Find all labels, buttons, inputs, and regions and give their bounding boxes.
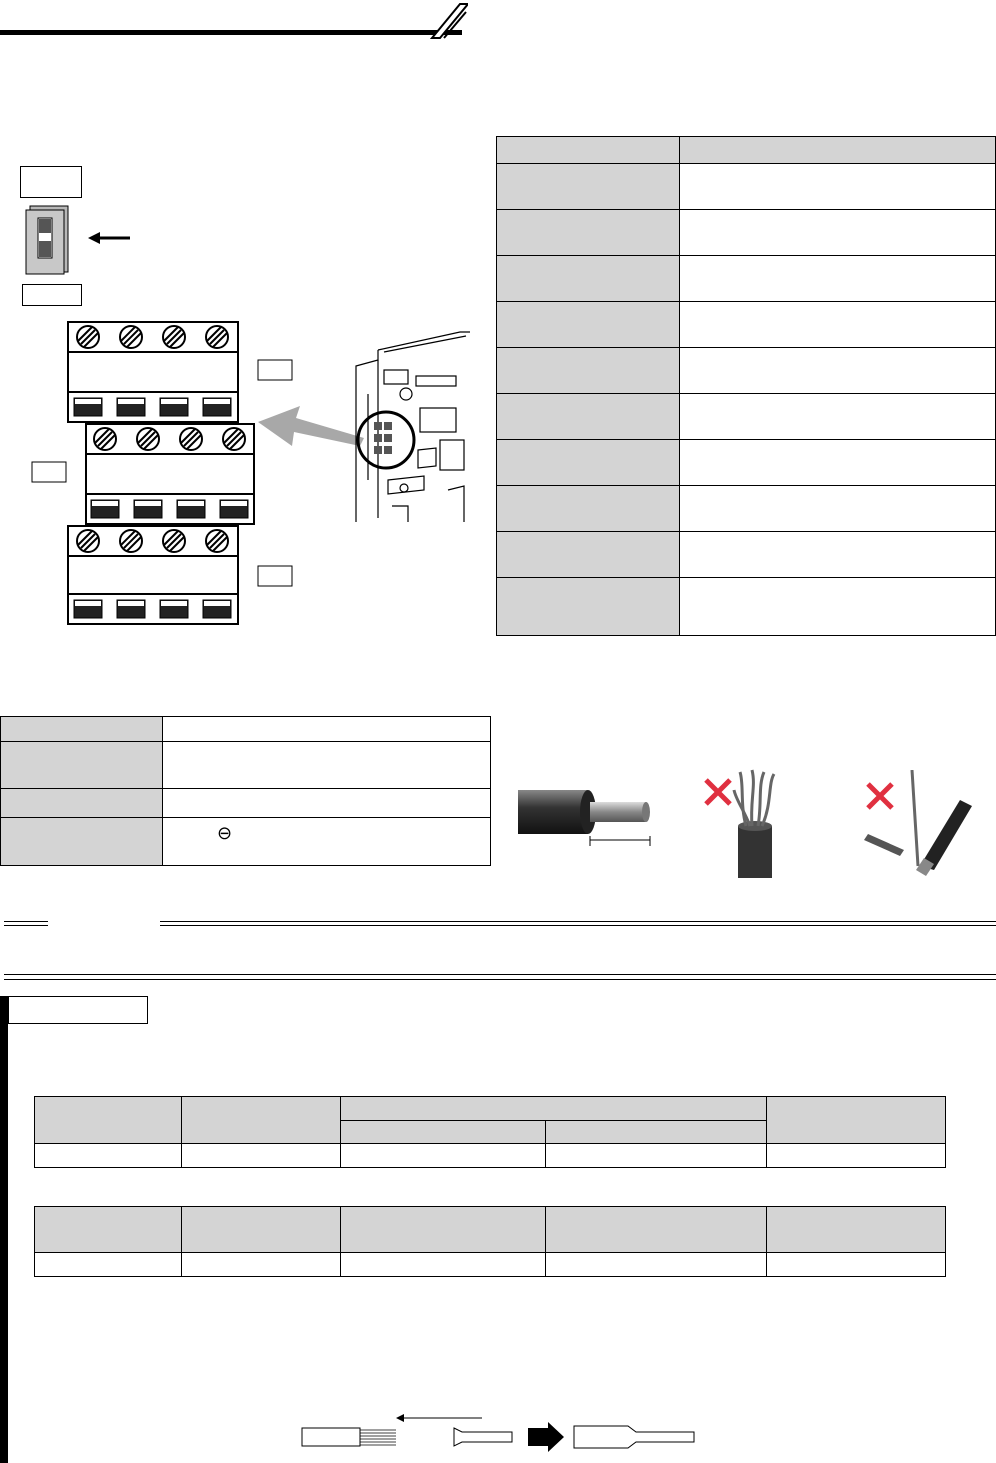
ferrule-table-2-cell	[767, 1253, 946, 1277]
spec-row-value	[680, 578, 996, 636]
wiring-row-value	[163, 742, 491, 789]
ferrule-table-1-cell	[35, 1144, 182, 1168]
ferrule-table-1-header	[181, 1097, 340, 1144]
spec-row-key	[497, 164, 680, 210]
wiring-row-value	[163, 818, 491, 866]
minus-screwdriver-symbol: ⊖	[217, 823, 233, 843]
spec-row-value	[680, 532, 996, 578]
wiring-row-key	[1, 818, 163, 866]
corner-tab-icon	[420, 0, 468, 40]
ferrule-table-2-header	[767, 1207, 946, 1253]
ferrule-table-1-header	[767, 1097, 946, 1144]
spec-row-key	[497, 532, 680, 578]
ferrule-table-1-header	[35, 1097, 182, 1144]
inverter-body-icon	[348, 330, 470, 526]
dip-switch-icon	[24, 204, 74, 276]
arrow-left-icon	[86, 230, 132, 246]
section-heading-box	[8, 996, 148, 1024]
wire-illustrations	[510, 760, 996, 880]
ferrule-table-1-cell	[181, 1144, 340, 1168]
spec-row-value	[680, 210, 996, 256]
spec-row-value	[680, 486, 996, 532]
spec-row-key	[497, 302, 680, 348]
ferrule-table-1-subheader	[340, 1121, 546, 1144]
ferrule-table-2-header	[181, 1207, 340, 1253]
spec-table-header-name	[497, 137, 680, 164]
ferrule-table-1-cell	[767, 1144, 946, 1168]
spec-row-value	[680, 164, 996, 210]
note-rule-left-bottom	[4, 925, 48, 926]
terminal-spec-table	[496, 136, 996, 636]
ferrule-table-2-cell	[181, 1253, 340, 1277]
spec-row-value	[680, 394, 996, 440]
spec-row-key	[497, 394, 680, 440]
switch-label-bottom	[22, 284, 82, 306]
ferrule-table-1	[34, 1096, 946, 1168]
ferrule-table-2-cell	[35, 1253, 182, 1277]
section-rule-bottom	[4, 979, 996, 980]
ferrule-table-2-cell	[340, 1253, 546, 1277]
header-rule	[0, 30, 462, 35]
incorrect-insertion-icon	[860, 770, 980, 880]
wiring-row-value	[163, 789, 491, 818]
spec-row-key	[497, 440, 680, 486]
ferrule-table-2-cell	[546, 1253, 767, 1277]
spec-row-value	[680, 302, 996, 348]
spec-row-key	[497, 348, 680, 394]
spec-row-value	[680, 348, 996, 394]
ferrule-table-1-subheader	[546, 1121, 767, 1144]
wiring-row-key	[1, 742, 163, 789]
ferrule-table-2	[34, 1206, 946, 1277]
wiring-row-key	[1, 789, 163, 818]
note-rule-right-top	[160, 921, 996, 922]
ferrule-table-2-header	[546, 1207, 767, 1253]
ferrule-table-1-cell	[546, 1144, 767, 1168]
ferrule-table-1-cell	[340, 1144, 546, 1168]
ferrule-table-2-header	[35, 1207, 182, 1253]
spec-table-header-description	[680, 137, 996, 164]
ferrule-table-2-header	[340, 1207, 546, 1253]
frayed-wire-icon	[700, 760, 790, 880]
ferrule-table-1-header	[340, 1097, 767, 1121]
spec-row-key	[497, 210, 680, 256]
wiring-row-key	[1, 717, 163, 742]
ferrule-crimp-icon	[296, 1410, 706, 1460]
wiring-spec-table	[0, 716, 491, 866]
section-left-bar	[0, 996, 8, 1463]
terminal-figure	[0, 150, 480, 640]
spec-row-value	[680, 256, 996, 302]
wiring-row-value	[163, 717, 491, 742]
stripped-wire-icon	[510, 780, 660, 860]
switch-label-top	[20, 166, 82, 198]
spec-row-key	[497, 256, 680, 302]
section-rule-top	[4, 974, 996, 975]
spec-row-key	[497, 578, 680, 636]
note-rule-left-top	[4, 921, 48, 922]
spec-row-value	[680, 440, 996, 486]
note-rule-right-bottom	[160, 925, 996, 926]
spec-row-key	[497, 486, 680, 532]
